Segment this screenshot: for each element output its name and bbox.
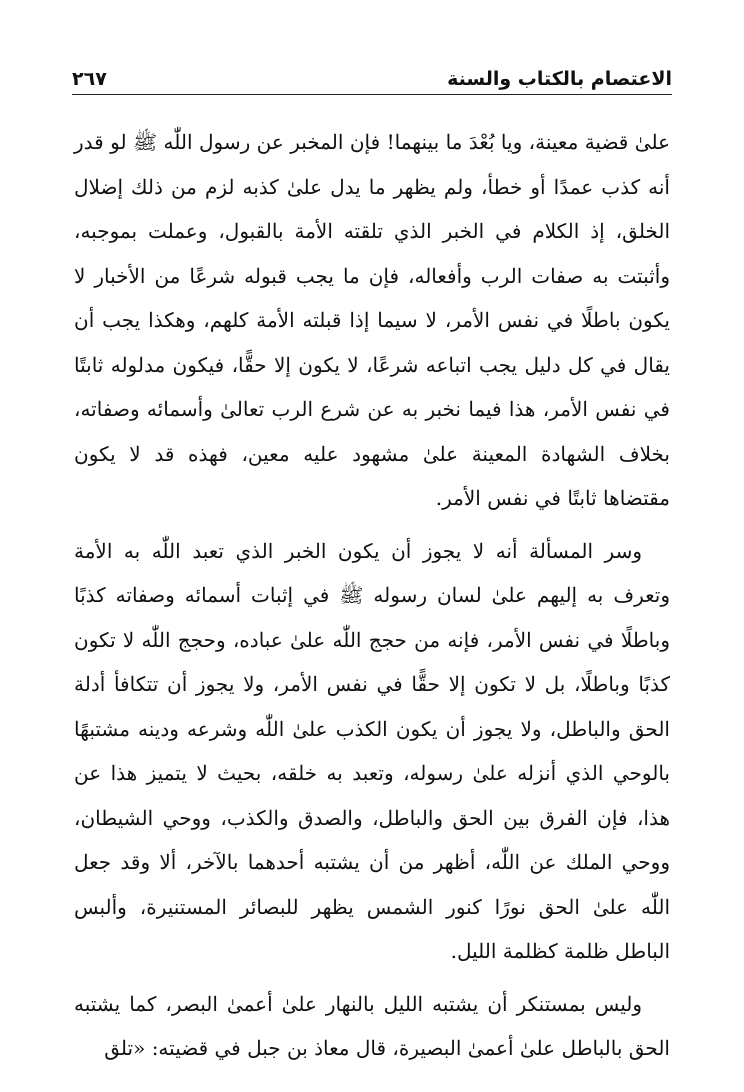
paragraph-2: وسر المسألة أنه لا يجوز أن يكون الخبر الذي تعبد اللّٰه به الأمة وتعرف به إليهم علىٰ لسان رسوله ﷺ في إثبات أسمائه وصفاته كذبًا وباطلًا في نفس الأمر، فإنه من حجج اللّٰه علىٰ عباده، وحجج اللّٰه لا تكون كذبًا وباطلًا، بل لا تكون إلا حقًّا في نفس الأمر، ولا يجوز أن تتكافأ أدلة الحق والباطل، ولا يجوز أن يكون الكذب علىٰ اللّٰه وشرعه ودينه مشتبهًا بالوحي الذي أنزله علىٰ رسوله، وتعبد به خلقه، بحيث لا يتميز هذا عن هذا، فإن الفرق بين الحق والباطل، والصدق والكذب، ووحي الشيطان، ووحي الملك عن اللّٰه، أظهر من أن يشتبه أحدهما بالآخر، ألا وقد جعل اللّٰه علىٰ الحق نورًا كنور الشمس يظهر للبصائر المستنيرة، وألبس الباطل ظلمة كظلمة الليل. [74,538,671,963]
running-title: الاعتصام بالكتاب والسنة [447,68,672,90]
page-number: ٢٦٧ [72,68,107,90]
body-text [74,120,670,1071]
header-divider [72,94,672,95]
paragraph-1: علىٰ قضية معينة، ويا بُعْدَ ما بينهما! فإن المخبر عن رسول اللّٰه ﷺ لو قدر أنه كذب عمدًا أو خطأ، ولم يظهر ما يدل علىٰ كذبه لزم من ذلك إضلال الخلق، إذ الكلام في الخبر الذي تلقته الأمة بالقبول، وعملت بموجبه، وأثبتت به صفات الرب وأفعاله، فإن ما يجب قبوله شرعًا من الأخبار لا يكون باطلًا في نفس الأمر، لا سيما إذا قبلته الأمة كلهم، وهكذا يجب أن يقال في كل دليل يجب اتباعه شرعًا، لا يكون إلا حقًّا، فيكون مدلوله ثابتًا في نفس الأمر، هذا فيما نخبر به عن شرع الرب تعالىٰ وأسمائه وصفاته، بخلاف الشهادة المعينة علىٰ مشهود عليه معين، فهذه قد لا يكون مقتضاها ثابتًا في نفس الأمر. [74,130,670,510]
paragraph-3: وليس بمستنكر أن يشتبه الليل بالنهار علىٰ أعمىٰ البصر، كما يشتبه الحق بالباطل علىٰ أعمىٰ البصيرة، قال معاذ بن جبل في قضيته: «تلق [74,991,670,1060]
page-header [72,58,672,92]
